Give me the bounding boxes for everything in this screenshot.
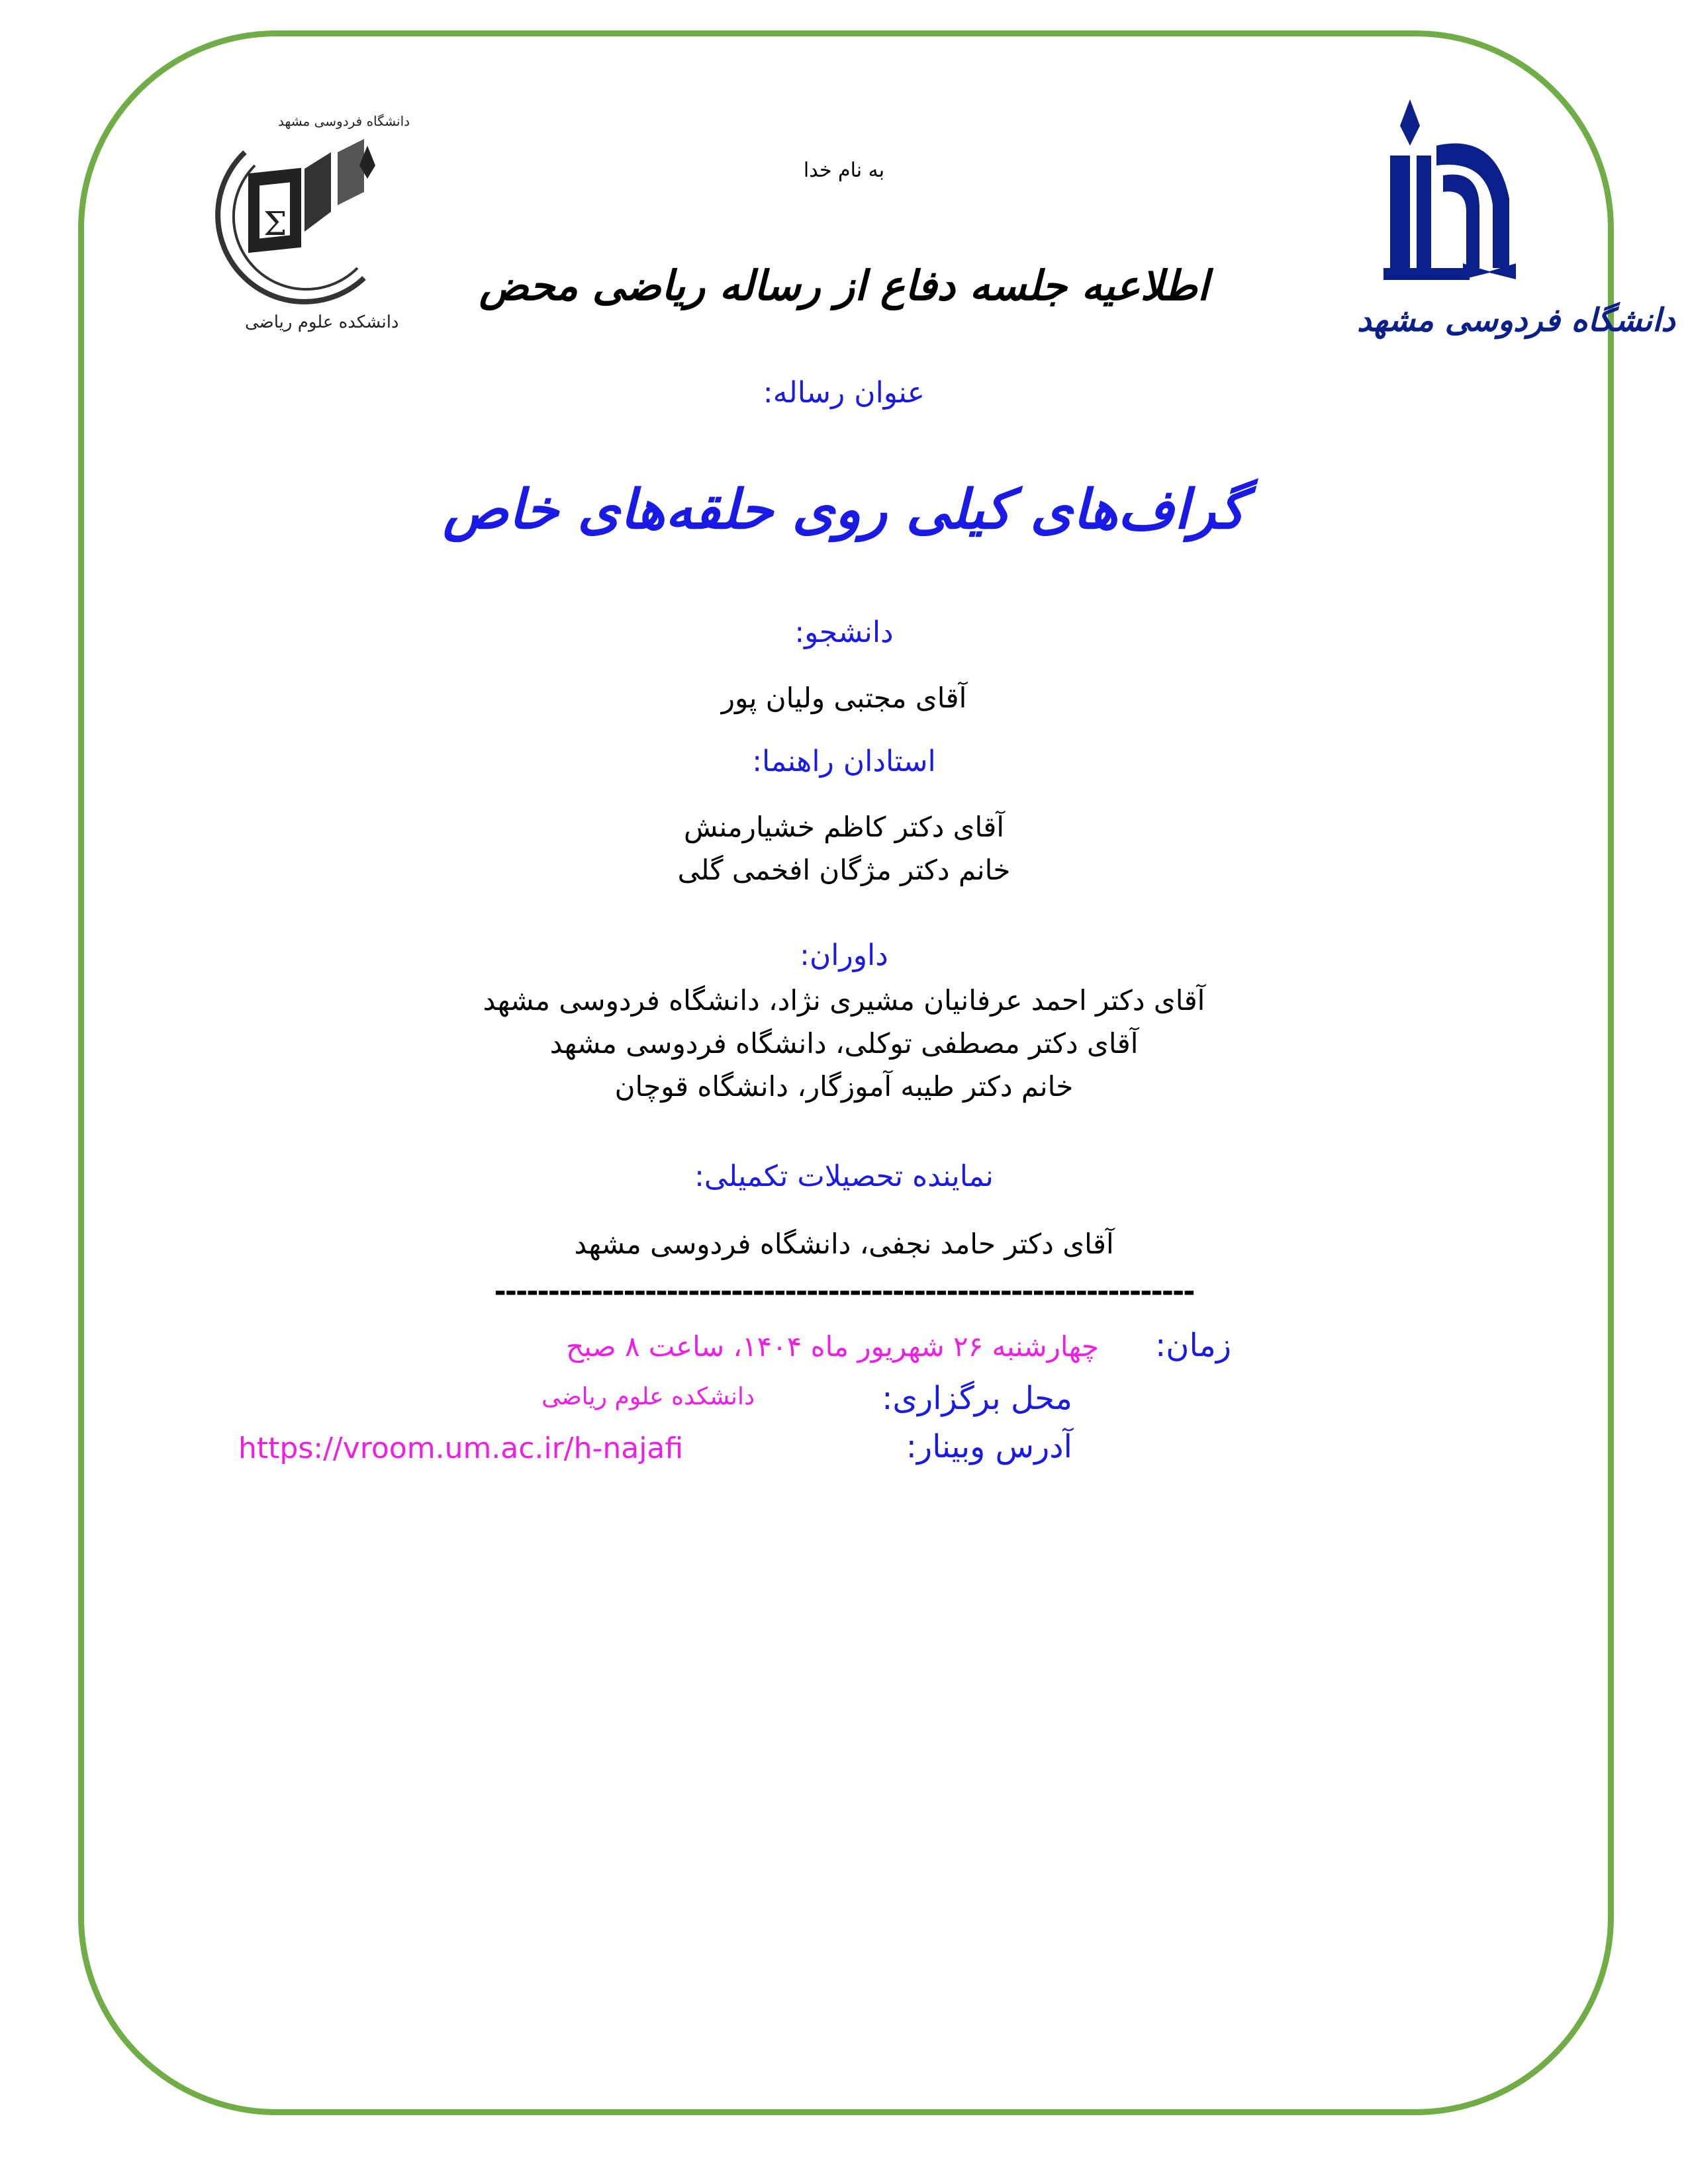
svg-text:دانشگاه فردوسی مشهد: دانشگاه فردوسی مشهد (1357, 302, 1675, 339)
advisors-label: استادان راهنما: (752, 745, 936, 778)
thesis-label: عنوان رساله: (763, 376, 925, 410)
divider-line: ----------------------------------------------------------------- (494, 1275, 1194, 1308)
student-label: دانشجو: (794, 615, 894, 649)
webinar-label: آدرس وبینار: (906, 1428, 1072, 1465)
student-name: آقای مجتبی ولیان پور (721, 682, 967, 714)
svg-text:دانشگاه فردوسی مشهد: دانشگاه فردوسی مشهد (278, 113, 410, 129)
time-value: چهارشنبه ۲۶ شهریور ماه ۱۴۰۴، ساعت ۸ صبح (566, 1330, 1099, 1363)
referees-label: داوران: (800, 938, 888, 972)
venue-value: دانشکده علوم ریاضی (541, 1383, 755, 1410)
faculty-logo-icon (199, 106, 410, 351)
referee-item: آقای دکتر احمد عرفانیان مشیری نژاد، دانشگاه فردوسی مشهد (483, 984, 1205, 1017)
svg-text:دانشکده علوم ریاضی: دانشکده علوم ریاضی (245, 312, 399, 332)
thesis-title: گراف‌های کیلی روی حلقه‌های خاص (443, 478, 1245, 541)
advisor-item: خانم دکتر مژگان افخمی گلی (677, 854, 1011, 886)
basmala: به نام خدا (803, 159, 885, 182)
time-label: زمان: (1155, 1327, 1231, 1364)
webinar-link[interactable]: https://vroom.um.ac.ir/h-najafi (238, 1432, 684, 1465)
svg-text:Σ: Σ (263, 205, 287, 243)
venue-label: محل برگزاری: (882, 1380, 1072, 1417)
page-title: اطلاعیه جلسه دفاع از رساله ریاضی محض (479, 261, 1209, 310)
graduate-rep-label: نماینده تحصیلات تکمیلی: (694, 1160, 994, 1193)
referee-item: خانم دکتر طیبه آموزگار، دانشگاه قوچان (614, 1070, 1074, 1103)
referee-item: آقای دکتر مصطفی توکلی، دانشگاه فردوسی مشهد (549, 1027, 1139, 1060)
advisor-item: آقای دکتر کاظم خشیارمنش (683, 811, 1005, 843)
graduate-rep-name: آقای دکتر حامد نجفی، دانشگاه فردوسی مشهد (574, 1228, 1114, 1260)
